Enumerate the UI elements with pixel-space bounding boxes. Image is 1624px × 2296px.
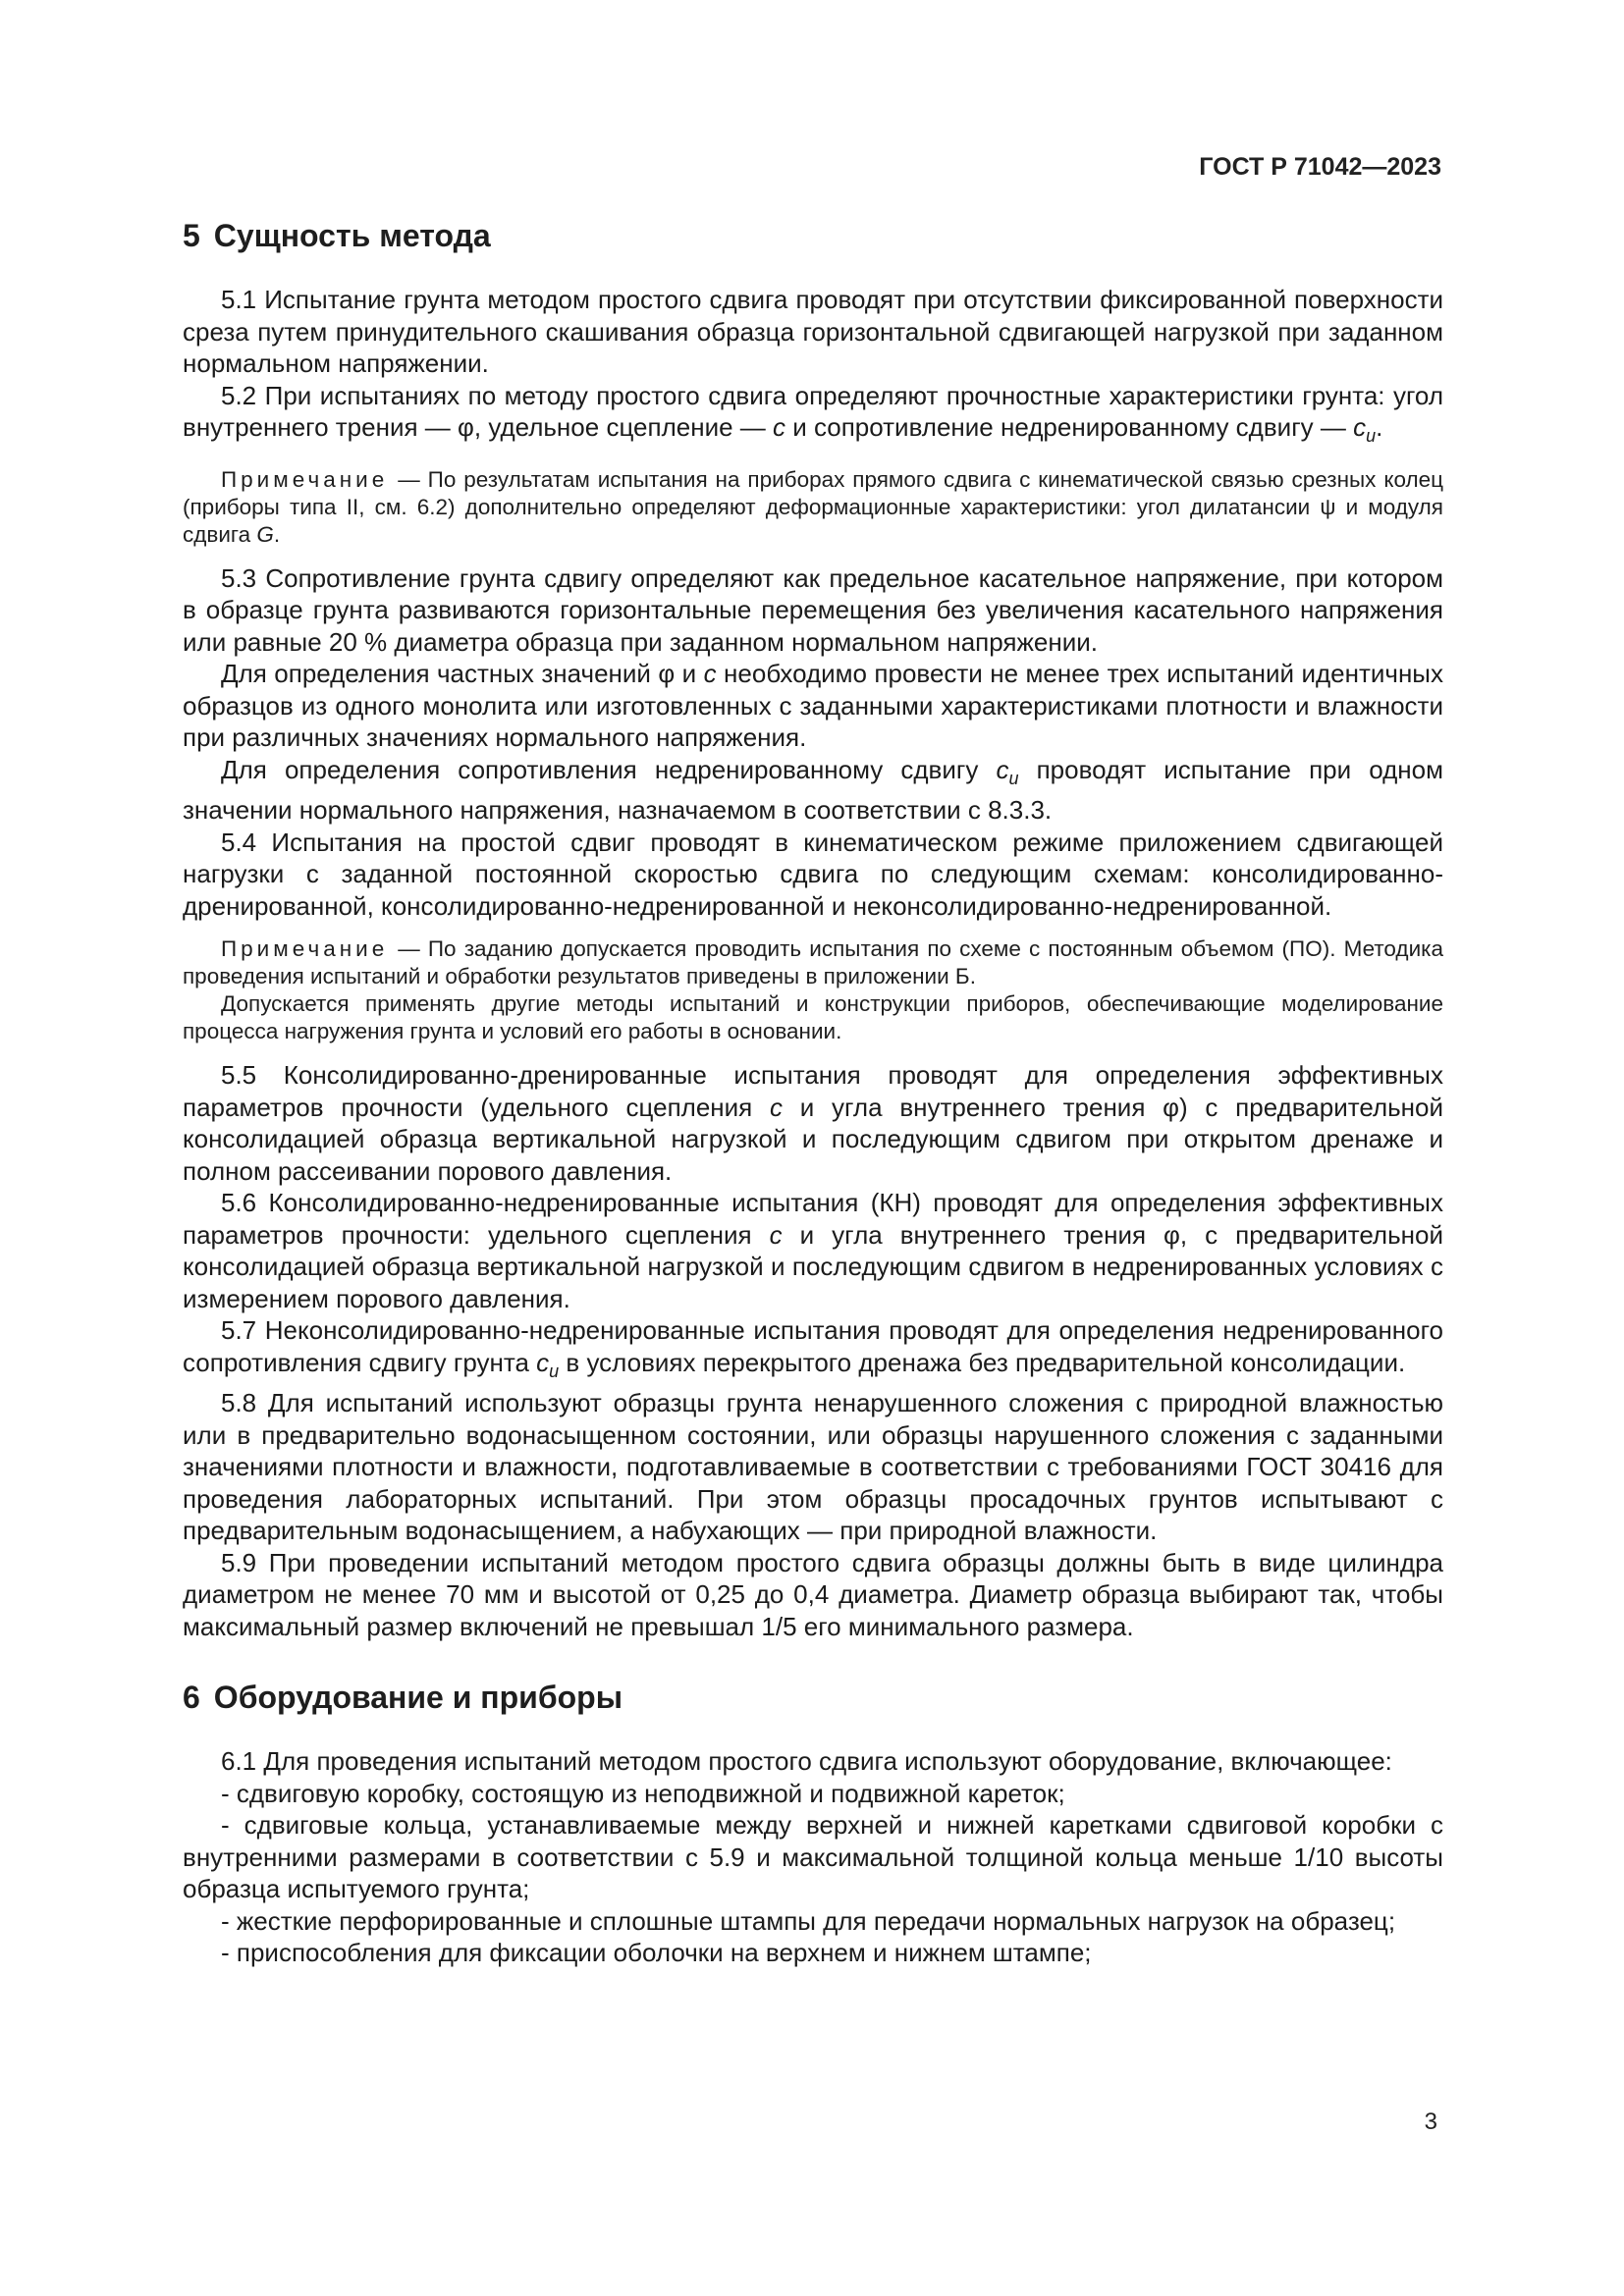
paragraph-5-8: 5.8 Для испытаний используют образцы грунта ненарушенного сложения с природной влажностью или в предварительно водонасыщенном состоянии, или образцы нарушенного сложения с заданными значениями плотности и влажности, подготавливаемые в соответствии с требованиями ГОСТ 30416 для проведения лабораторных испытаний. При этом образцы просадочных грунтов испытывают с предварительным водонасыщением, а набухающих — при природной влажности. xyxy=(183,1388,1443,1545)
section-5-number: 5 xyxy=(183,218,200,253)
note-1: Примечание — По результатам испытания на приборах прямого сдвига с кинематической связью срезных колец (приборы типа II, см. 6.2) дополнительно определяют деформационные характеристики: угол дилатансии ψ и модуля сдвига G. xyxy=(183,466,1443,547)
paragraph-5-6: 5.6 Консолидированно-недренированные испытания (КН) проводят для определения эффективных параметров прочности: удельного сцепления c и угла внутреннего трения φ, с предварительной консолидацией образца вертикальной нагрузкой и последующим сдвигом в недренированных условиях с измерением порового давления. xyxy=(183,1188,1443,1313)
section-6-heading xyxy=(183,1680,1443,1716)
list-item: - приспособления для фиксации оболочки на верхнем и нижнем штампе; xyxy=(221,1938,1092,1967)
section-5-heading xyxy=(183,218,1443,254)
list-item: - сдвиговую коробку, состоящую из неподвижной и подвижной кареток; xyxy=(221,1778,1065,1808)
standard-id: ГОСТ Р 71042—2023 xyxy=(1199,153,1441,181)
note-2-extra: Допускается применять другие методы испытаний и конструкции приборов, обеспечивающие моделирование процесса нагружения грунта и условий его работы в основании. xyxy=(183,991,1443,1043)
paragraph-5-4: 5.4 Испытания на простой сдвиг проводят в кинематическом режиме приложением сдвигающей нагрузки с заданной постоянной скоростью сдвига по следующим схемам: консолидированно-дренированной, консолидированно-недренированной и неконсолидированно-недренированной. xyxy=(183,827,1443,921)
section-6-title: Оборудование и приборы xyxy=(213,1680,623,1715)
paragraph-5-3-c: Для определения сопротивления недренированному сдвигу $c_u$ проводят испытание при одном значении нормального напряжения, назначаемом в соответствии с 8.3.3. xyxy=(183,754,1443,825)
paragraph-5-5: 5.5 Консолидированно-дренированные испытания проводят для определения эффективных параметров прочности (удельного сцепления c и угла внутреннего трения φ) с предварительной консолидацией образца вертикальной нагрузкой и последующим сдвигом при открытом дренаже и полном рассеивании порового давления. xyxy=(183,1060,1443,1186)
paragraph-5-2: 5.2 При испытаниях по методу простого сдвига определяют прочностные характеристики грунта: угол внутреннего трения — φ, удельное сцепление — c и сопротивление недренированному сдвигу — $c_u$. xyxy=(183,380,1443,446)
note-1-lead: Примечание xyxy=(221,466,389,492)
paragraph-5-3: 5.3 Сопротивление грунта сдвигу определяют как предельное касательное напряжение, при котором в образце грунта развиваются горизонтальные перемещения без увеличения касательного напряжения или равные 20 % диаметра образца при заданном нормальном напряжении. xyxy=(183,562,1443,657)
page-number: 3 xyxy=(1424,2109,1437,2135)
paragraph-5-9: 5.9 При проведении испытаний методом простого сдвига образцы должны быть в виде цилиндра диаметром не менее 70 мм и высотой от 0,25 до 0,4 диаметра. Диаметр образца выбирают так, чтобы максимальный размер включений не превышал 1/5 его минимального размера. xyxy=(183,1547,1443,1641)
section-6-number: 6 xyxy=(183,1680,200,1715)
section-5-title: Сущность метода xyxy=(213,218,491,253)
page-content xyxy=(183,218,1443,1969)
paragraph-6-1: 6.1 Для проведения испытаний методом простого сдвига используют оборудование, включающее: xyxy=(221,1746,1392,1776)
note-2: Примечание — По заданию допускается проводить испытания по схеме с постоянным объемом (ПО). Методика проведения испытаний и обработки результатов приведены в приложении Б. xyxy=(183,936,1443,988)
note-2-lead: Примечание xyxy=(221,936,389,961)
paragraph-5-3-b: Для определения частных значений φ и c необходимо провести не менее трех испытаний идентичных образцов из одного монолита или изготовленных с заданными характеристиками плотности и влажности при различных значениях нормального напряжения. xyxy=(183,659,1443,752)
list-item: - жесткие перфорированные и сплошные штампы для передачи нормальных нагрузок на образец; xyxy=(221,1905,1396,1936)
paragraph-5-7: 5.7 Неконсолидированно-недренированные испытания проводят для определения недренированного сопротивления сдвигу грунта $c_u$ в условиях перекрытого дренажа без предварительной консолидации. xyxy=(183,1315,1443,1381)
paragraph-5-1: 5.1 Испытание грунта методом простого сдвига проводят при отсутствии фиксированной поверхности среза путем принудительного скашивания образца горизонтальной сдвигающей нагрузкой при заданном нормальном напряжении. xyxy=(183,285,1443,378)
list-item: - сдвиговые кольца, устанавливаемые между верхней и нижней каретками сдвиговой коробки с внутренними размерами в соответствии с 5.9 и максимальной толщиной кольца меньше 1/10 высоты образца испытуемого грунта; xyxy=(183,1810,1443,1903)
